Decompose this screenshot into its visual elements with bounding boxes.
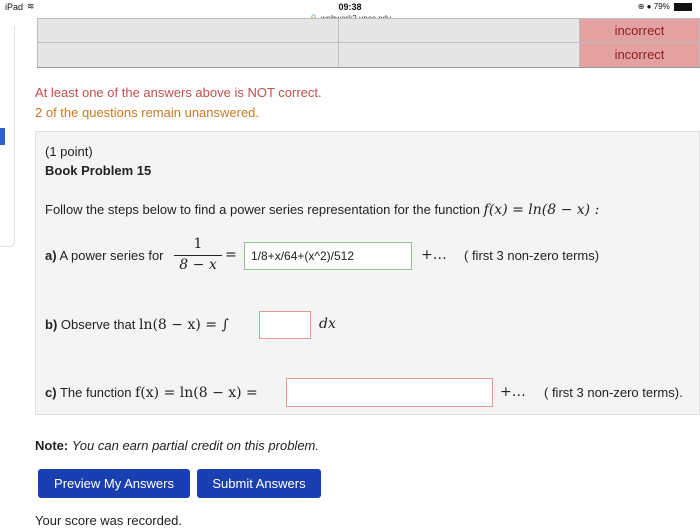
problem-points: (1 point) [45,144,93,159]
part-b [45,317,229,333]
table-cell [338,42,580,68]
active-marker [0,128,5,145]
answer-c-input[interactable] [286,378,493,407]
error-message: At least one of the answers above is NOT correct. [35,85,322,100]
part-c-text: The function [59,385,132,400]
battery-indicator [638,2,692,11]
clock: 09:38 [338,2,362,12]
table-divider [37,67,700,68]
part-a [45,248,164,263]
battery-percent: 79% [653,2,670,11]
problem-intro [45,202,599,218]
part-a-hint: ( first 3 non-zero terms) [464,248,600,263]
ellipsis-c: +… [500,384,526,400]
note-text: You can earn partial credit on this problem. [71,438,319,453]
part-b-text: Observe that [60,317,136,332]
score-status: Your score was recorded. [35,513,182,528]
answer-b-input[interactable] [259,311,311,339]
part-c-label: c) [45,385,57,400]
table-cell [37,18,339,44]
fraction-bar [174,255,222,256]
wifi-icon: ≋ [27,1,35,11]
dx-label: dx [319,316,336,332]
device-name: iPad [5,2,24,12]
part-a-label: a) [45,248,57,263]
status-badge: incorrect [579,42,700,68]
table-cell [37,42,339,68]
fraction-denominator: 8 − x [179,257,217,273]
answer-a-input[interactable] [244,242,412,270]
part-c-hint: ( first 3 non-zero terms). [544,385,683,400]
intro-text: Follow the steps below to find a power series representation for the function [45,202,481,217]
part-c [45,385,258,401]
battery-icon [674,3,692,11]
part-b-math: ln(8 − x) = ∫ [138,317,229,333]
submit-answers-button[interactable]: Submit Answers [197,469,321,498]
intro-math: f(x) = ln(8 − x) : [483,202,600,218]
note-label: Note: [35,438,69,453]
ellipsis-a: +… [421,247,447,263]
partial-credit-note [35,438,319,453]
part-b-label: b) [45,317,58,332]
table-cell [338,18,580,44]
part-c-math: f(x) = ln(8 − x) = [135,385,258,401]
part-a-text: A power series for [59,248,164,263]
warning-message: 2 of the questions remain unanswered. [35,105,260,120]
problem-title: Book Problem 15 [45,163,152,178]
preview-answers-button[interactable]: Preview My Answers [38,469,190,498]
table-row [37,42,700,68]
equals-sign: = [225,247,237,263]
problem-box [35,131,700,415]
location-icon: ⊕ [637,2,645,11]
alarm-icon: ● [646,2,652,11]
status-badge: incorrect [579,18,700,44]
fraction-numerator: 1 [193,236,203,252]
table-row [37,18,700,44]
